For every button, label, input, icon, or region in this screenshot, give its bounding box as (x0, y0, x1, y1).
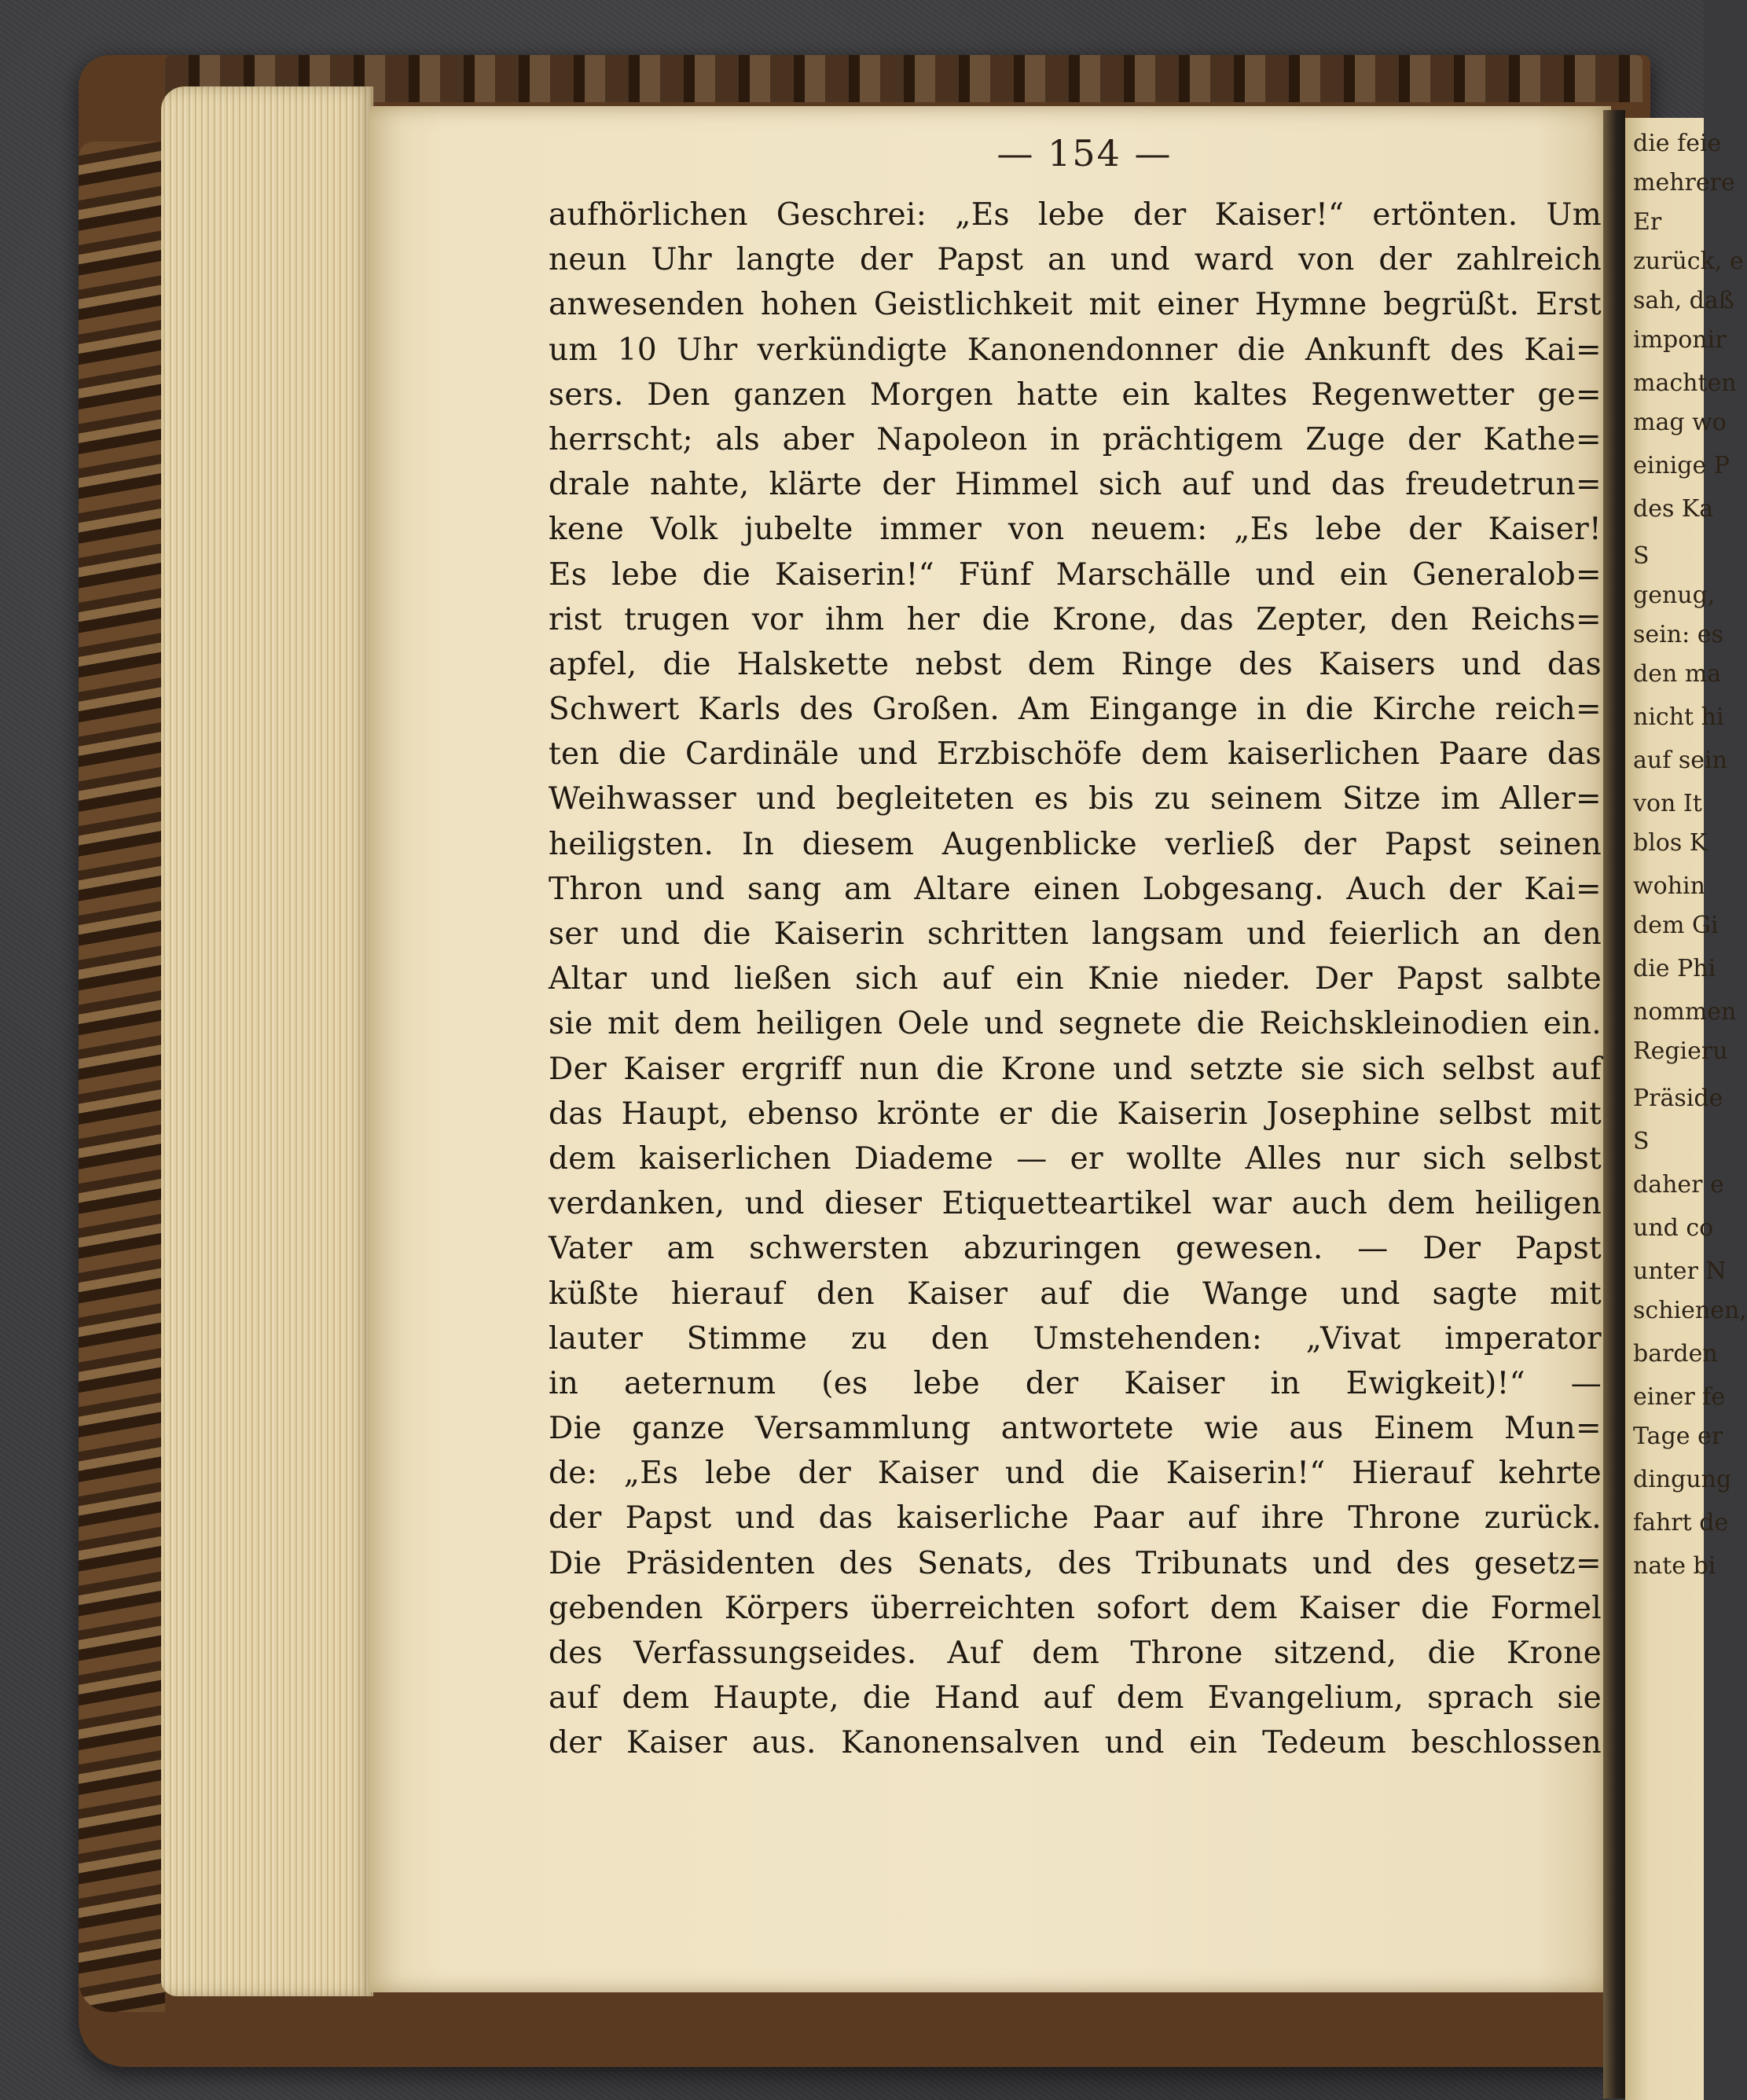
text-line: aufhörlichen Geschrei: „Es lebe der Kaiser!“ ertönten. Um (549, 197, 1602, 233)
text-line: ser und die Kaiserin schritten langsam und feierlich an den (549, 916, 1602, 952)
next-page-fragment: von It (1633, 790, 1702, 817)
next-page-fragment: unter N (1633, 1257, 1727, 1285)
next-page-fragment: zurück, e (1633, 248, 1744, 275)
text-line: auf dem Haupte, die Hand auf dem Evangelium, sprach sie (549, 1680, 1602, 1716)
next-page-fragment: und co (1633, 1214, 1714, 1242)
page-edges (161, 86, 373, 1996)
next-page-fragment: schienen, (1633, 1297, 1747, 1324)
page-number: — 154 — (996, 132, 1173, 174)
next-page-fragment: des Ka (1633, 495, 1714, 523)
next-page-fragment: wohin (1633, 872, 1705, 900)
text-line: Es lebe die Kaiserin!“ Fünf Marschälle und ein Generalob= (549, 556, 1602, 593)
page-text (549, 193, 1602, 1766)
text-line: Die ganze Versammlung antwortete wie aus Einem Mun= (549, 1411, 1602, 1447)
next-page-fragment: Regieru (1633, 1037, 1728, 1065)
text-line: sie mit dem heiligen Oele und segnete die Reichskleinodien ein. (549, 1006, 1602, 1042)
text-line: verdanken, und dieser Etiquetteartikel war auch dem heiligen (549, 1186, 1602, 1222)
next-page-fragment: S (1633, 1128, 1650, 1155)
text-line: kene Volk jubelte immer von neuem: „Es lebe der Kaiser! (549, 512, 1602, 548)
next-page-fragment: dem Gi (1633, 912, 1719, 939)
text-line: apfel, die Halskette nebst dem Ringe des Kaisers und das (549, 646, 1602, 682)
next-page-fragment: blos K (1633, 829, 1708, 857)
text-line: das Haupt, ebenso krönte er die Kaiserin Josephine selbst mit (549, 1096, 1602, 1132)
text-line: lauter Stimme zu den Umstehenden: „Vivat imperator (549, 1320, 1602, 1357)
text-line: Thron und sang am Altare einen Lobgesang. Auch der Kai= (549, 871, 1602, 907)
book-spine-marbling (79, 141, 165, 2012)
text-line: ten die Cardinäle und Erzbischöfe dem kaiserlichen Paare das (549, 736, 1602, 773)
next-page-fragment: die Phi (1633, 955, 1716, 982)
text-line: de: „Es lebe der Kaiser und die Kaiserin!“ Hierauf kehrte (549, 1456, 1602, 1492)
text-line: herrscht; als aber Napoleon in prächtigem Zuge der Kathe= (549, 421, 1602, 457)
next-page-fragment: mag wo (1633, 409, 1727, 436)
text-line: sers. Den ganzen Morgen hatte ein kaltes Regenwetter ge= (549, 376, 1602, 413)
text-line: Altar und ließen sich auf ein Knie nieder. Der Papst salbte (549, 961, 1602, 997)
next-page-fragment: imponir (1633, 326, 1727, 354)
text-line: küßte hierauf den Kaiser auf die Wange und sagte mit (549, 1276, 1602, 1312)
next-page-edge (1625, 118, 1747, 2100)
page-gutter (1603, 110, 1625, 2098)
text-line: Vater am schwersten abzuringen gewesen. — Der Papst (549, 1231, 1602, 1267)
text-line: anwesenden hohen Geistlichkeit mit einer Hymne begrüßt. Erst (549, 287, 1602, 323)
text-line: der Kaiser aus. Kanonensalven und ein Tedeum beschlossen (549, 1725, 1602, 1761)
next-page-fragment: auf sein (1633, 747, 1727, 774)
text-line: um 10 Uhr verkündigte Kanonendonner die Ankunft des Kai= (549, 332, 1602, 368)
text-line: Die Präsidenten des Senats, des Tribunats und des gesetz= (549, 1545, 1602, 1581)
text-line: drale nahte, klärte der Himmel sich auf und das freudetrun= (549, 467, 1602, 503)
text-line: neun Uhr langte der Papst an und ward von der zahlreich (549, 242, 1602, 278)
text-line: rist trugen vor ihm her die Krone, das Zepter, den Reichs= (549, 601, 1602, 637)
text-line: des Verfassungseides. Auf dem Throne sitzend, die Krone (549, 1636, 1602, 1671)
next-page-fragment: sah, daß (1633, 287, 1734, 314)
text-line: in aeternum (es lebe der Kaiser in Ewigkeit)!“ — (549, 1365, 1602, 1401)
next-page-fragment: einer fe (1633, 1383, 1726, 1411)
text-line: dem kaiserlichen Diademe — er wollte Alles nur sich selbst (549, 1140, 1602, 1177)
next-page-fragment: barden (1633, 1340, 1718, 1368)
text-line: der Papst und das kaiserliche Paar auf ihre Throne zurück. (549, 1500, 1602, 1536)
next-page-fragment: daher e (1633, 1171, 1724, 1199)
next-page-fragment: nicht hi (1633, 703, 1724, 731)
next-page-fragment: dingung (1633, 1466, 1732, 1493)
next-page-fragment: machten (1633, 369, 1737, 397)
next-page-fragment: einige P (1633, 452, 1730, 479)
next-page-fragment: sein: es (1633, 621, 1723, 648)
next-page-fragment: mehrere (1633, 169, 1735, 196)
book-cover-top-edge (165, 55, 1642, 102)
next-page-fragment: Er (1633, 208, 1662, 236)
text-line: gebenden Körpers überreichten sofort dem Kaiser die Formel (549, 1590, 1602, 1626)
next-page-fragment: genug, (1633, 582, 1716, 609)
next-page-fragment: nommen (1633, 998, 1737, 1026)
next-page-fragment: die feie (1633, 130, 1722, 157)
next-page-fragment: Präside (1633, 1085, 1723, 1112)
next-page-fragment: Tage er (1633, 1423, 1723, 1450)
text-line: heiligsten. In diesem Augenblicke verließ der Papst seinen (549, 826, 1602, 862)
text-line: Weihwasser und begleiteten es bis zu seinem Sitze im Aller= (549, 781, 1602, 817)
text-line: Schwert Karls des Großen. Am Eingange in die Kirche reich= (549, 692, 1602, 728)
next-page-fragment: den ma (1633, 660, 1722, 688)
next-page-fragment: fahrt de (1633, 1509, 1729, 1536)
text-line: Der Kaiser ergriff nun die Krone und setzte sie sich selbst auf (549, 1051, 1602, 1087)
next-page-fragment: nate bi (1633, 1552, 1716, 1580)
next-page-fragment: S (1633, 542, 1650, 570)
